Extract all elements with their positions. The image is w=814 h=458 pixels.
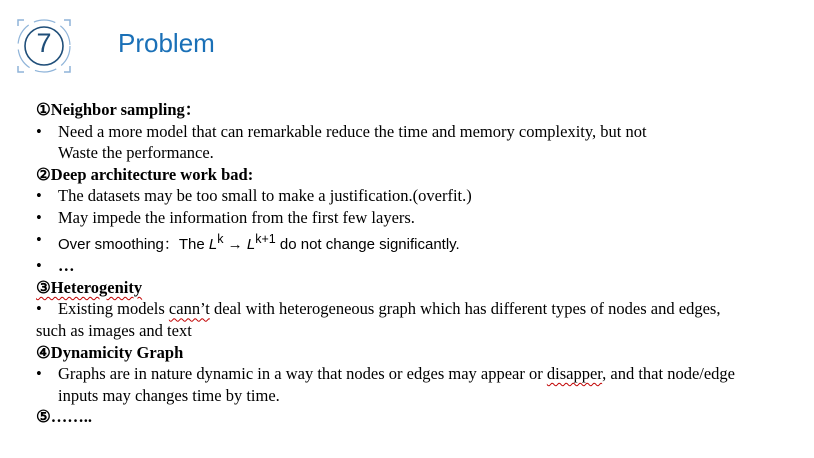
bullet-text-continuation: inputs may changes time by time. bbox=[58, 385, 280, 405]
text-segment: Over smoothing：The bbox=[58, 235, 209, 253]
section-heading-neighbor-sampling: ①Neighbor sampling： bbox=[36, 100, 202, 119]
arrow-symbol: → bbox=[223, 235, 247, 253]
math-superscript: k+1 bbox=[255, 231, 276, 246]
heading-text: ③Heterogenity bbox=[36, 277, 143, 297]
list-item bbox=[36, 185, 806, 207]
bullet-text-over-smoothing bbox=[58, 229, 460, 256]
misspelled-word: cann’t bbox=[168, 299, 210, 319]
bullet-text bbox=[58, 363, 735, 385]
bullet-icon: • bbox=[36, 229, 42, 249]
bullet-text: May impede the information from the first few layers. bbox=[58, 207, 415, 227]
bullet-text bbox=[58, 298, 720, 320]
bullet-icon: • bbox=[36, 207, 42, 227]
bullet-icon: • bbox=[36, 186, 42, 206]
slide-title: Problem bbox=[118, 28, 215, 58]
bullet-text-continuation: such as images and text bbox=[36, 320, 192, 340]
bullet-icon: • bbox=[36, 299, 42, 319]
section-heading-more: ⑤…….. bbox=[36, 407, 93, 427]
misspelled-word: disapper bbox=[546, 364, 603, 384]
bullet-text-continuation: Waste the performance. bbox=[58, 143, 214, 163]
bullet-icon: • bbox=[36, 121, 42, 141]
text-segment: deal with heterogeneous graph which has different types of nodes and edges, bbox=[209, 299, 721, 319]
list-item bbox=[36, 363, 806, 385]
bullet-text: Need a more model that can remarkable reduce the time and memory complexity, but not bbox=[58, 121, 647, 141]
bullet-icon: • bbox=[36, 256, 42, 276]
math-symbol: L bbox=[246, 235, 256, 253]
bullet-text: … bbox=[58, 256, 75, 276]
section-heading-dynamicity-graph: ④Dynamicity Graph bbox=[36, 342, 184, 362]
text-segment: do not change significantly. bbox=[275, 235, 460, 253]
list-item bbox=[36, 229, 806, 256]
bullet-text: The datasets may be too small to make a justification.(overfit.) bbox=[58, 186, 472, 206]
bullet-icon: • bbox=[36, 364, 42, 384]
slide-number-badge bbox=[10, 12, 78, 80]
list-item bbox=[36, 298, 806, 320]
list-item bbox=[36, 121, 806, 143]
math-symbol: L bbox=[208, 235, 218, 253]
section-heading-deep-architecture: ②Deep architecture work bad: bbox=[36, 164, 254, 184]
text-segment: Graphs are in nature dynamic in a way that nodes or edges may appear or bbox=[58, 364, 547, 384]
slide-body bbox=[36, 99, 806, 428]
text-segment: , and that node/edge bbox=[602, 364, 735, 384]
list-item bbox=[36, 255, 806, 277]
slide-number: 7 bbox=[36, 28, 52, 58]
text-segment: Existing models bbox=[58, 299, 169, 319]
list-item bbox=[36, 207, 806, 229]
math-superscript: k bbox=[217, 231, 224, 246]
section-heading-heterogenity bbox=[36, 277, 806, 299]
